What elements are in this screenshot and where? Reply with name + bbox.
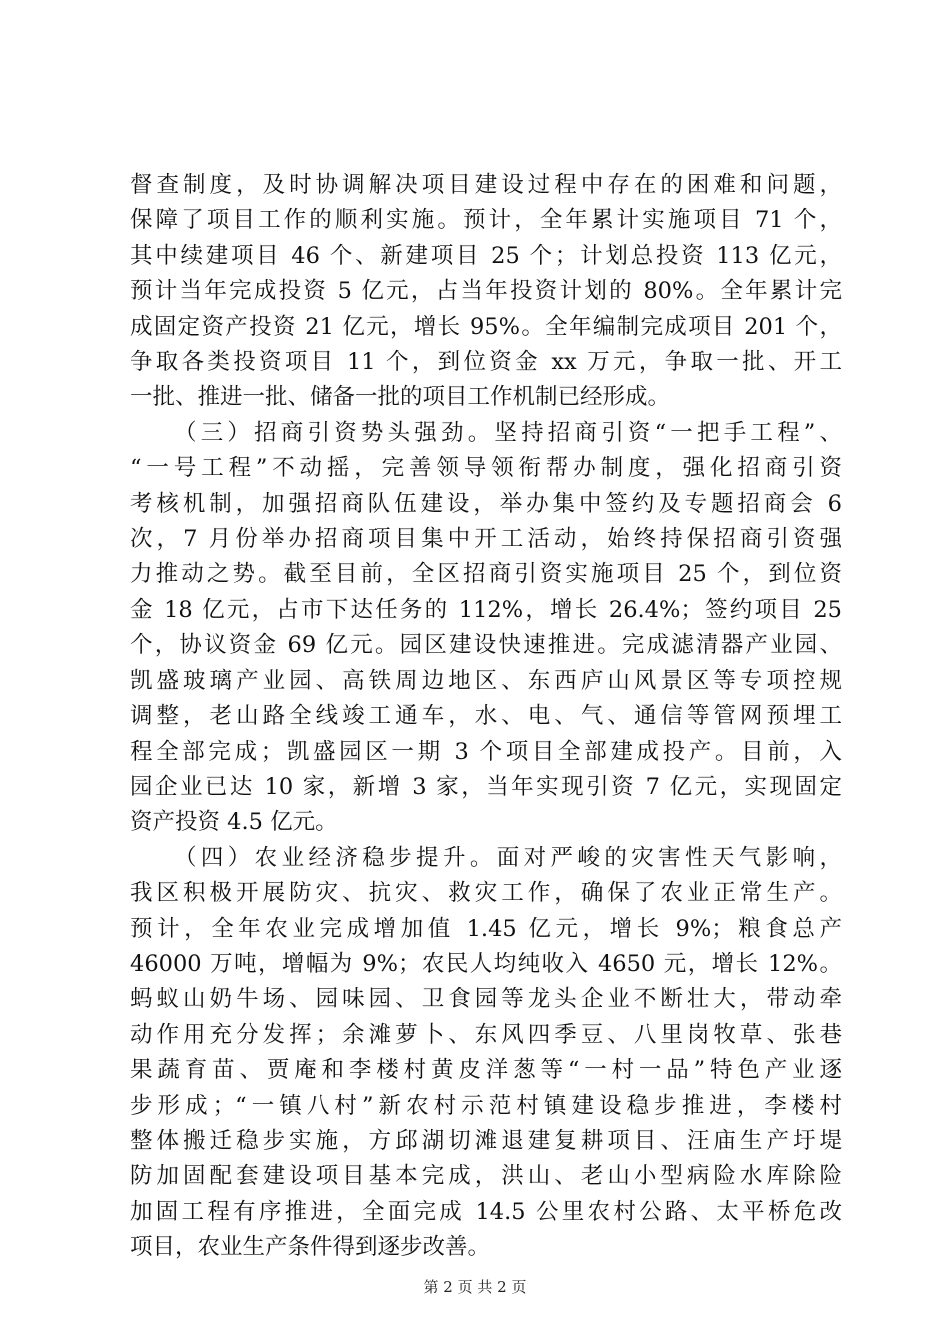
text-line: 金 18 亿元，占市下达任务的 112%，增长 26.4%；签约项目 25 — [130, 596, 842, 623]
text-line: 次，7 月份举办招商项目集中开工活动，始终持保招商引资强 — [130, 526, 842, 553]
text-line: 保障了项目工作的顺利实施。预计，全年累计实施项目 71 个， — [130, 207, 842, 234]
text-line: 果蔬育苗、贾庵和李楼村黄皮洋葱等“一村一品”特色产业逐 — [130, 1057, 842, 1084]
page-number-footer: 第 2 页 共 2 页 — [423, 1278, 527, 1296]
text-line: 防加固配套建设项目基本完成，洪山、老山小型病险水库除险 — [130, 1163, 842, 1190]
text-line: 步形成；“一镇八村”新农村示范村镇建设稳步推进，李楼村 — [130, 1092, 842, 1119]
text-line: （四）农业经济稳步提升。面对严峻的灾害性天气影响， — [174, 844, 842, 871]
text-line: 督查制度，及时协调解决项目建设过程中存在的困难和问题， — [130, 172, 842, 198]
paragraph-agriculture — [130, 841, 842, 1266]
document-body — [130, 168, 842, 1266]
text-line: 动作用充分发挥；余滩萝卜、东风四季豆、八里岗牧草、张巷 — [130, 1021, 842, 1048]
text-line: 整体搬迁稳步实施，方邱湖切滩退建复耕项目、汪庙生产圩堤 — [130, 1127, 842, 1154]
text-line: 调整，老山路全线竣工通车，水、电、气、通信等管网预埋工 — [130, 703, 842, 730]
text-line: 蚂蚁山奶牛场、园味园、卫食园等龙头企业不断壮大，带动牵 — [130, 986, 842, 1013]
text-line: 个，协议资金 69 亿元。园区建设快速推进。完成滤清器产业园、 — [130, 632, 842, 659]
text-line: 凯盛玻璃产业园、高铁周边地区、东西庐山风景区等专项控规 — [130, 667, 842, 694]
text-line: 预计，全年农业完成增加值 1.45 亿元，增长 9%；粮食总产 — [130, 915, 842, 942]
text-line: “一号工程”不动摇，完善领导领衔帮办制度，强化招商引资 — [130, 455, 842, 482]
text-line: 争取各类投资项目 11 个，到位资金 xx 万元，争取一批、开工 — [130, 349, 842, 376]
text-line: 加固工程有序推进，全面完成 14.5 公里农村公路、太平桥危改 — [130, 1198, 842, 1225]
text-line: 项目，农业生产条件得到逐步改善。 — [130, 1234, 491, 1261]
text-line: 一批、推进一批、储备一批的项目工作机制已经形成。 — [130, 384, 671, 411]
text-line: （三）招商引资势头强劲。坚持招商引资“一把手工程”、 — [174, 419, 842, 446]
text-line: 46000 万吨，增幅为 9%；农民人均纯收入 4650 元，增长 12%。 — [130, 950, 842, 977]
paragraph-project-investment — [130, 168, 842, 416]
text-line: 园企业已达 10 家，新增 3 家，当年实现引资 7 亿元，实现固定 — [130, 773, 842, 800]
text-line: 预计当年完成投资 5 亿元，占当年投资计划的 80%。全年累计完 — [130, 278, 842, 305]
text-line: 其中续建项目 46 个、新建项目 25 个；计划总投资 113 亿元， — [130, 242, 842, 269]
paragraph-investment-attraction — [130, 416, 842, 841]
text-line: 资产投资 4.5 亿元。 — [130, 809, 338, 836]
text-line: 我区积极开展防灾、抗灾、救灾工作，确保了农业正常生产。 — [130, 880, 842, 907]
text-line: 成固定资产投资 21 亿元，增长 95%。全年编制完成项目 201 个， — [130, 313, 842, 340]
text-line: 力推动之势。截至目前，全区招商引资实施项目 25 个，到位资 — [130, 561, 842, 588]
text-line: 程全部完成；凯盛园区一期 3 个项目全部建成投产。目前，入 — [130, 738, 842, 765]
text-line: 考核机制，加强招商队伍建设，举办集中签约及专题招商会 6 — [130, 490, 842, 517]
